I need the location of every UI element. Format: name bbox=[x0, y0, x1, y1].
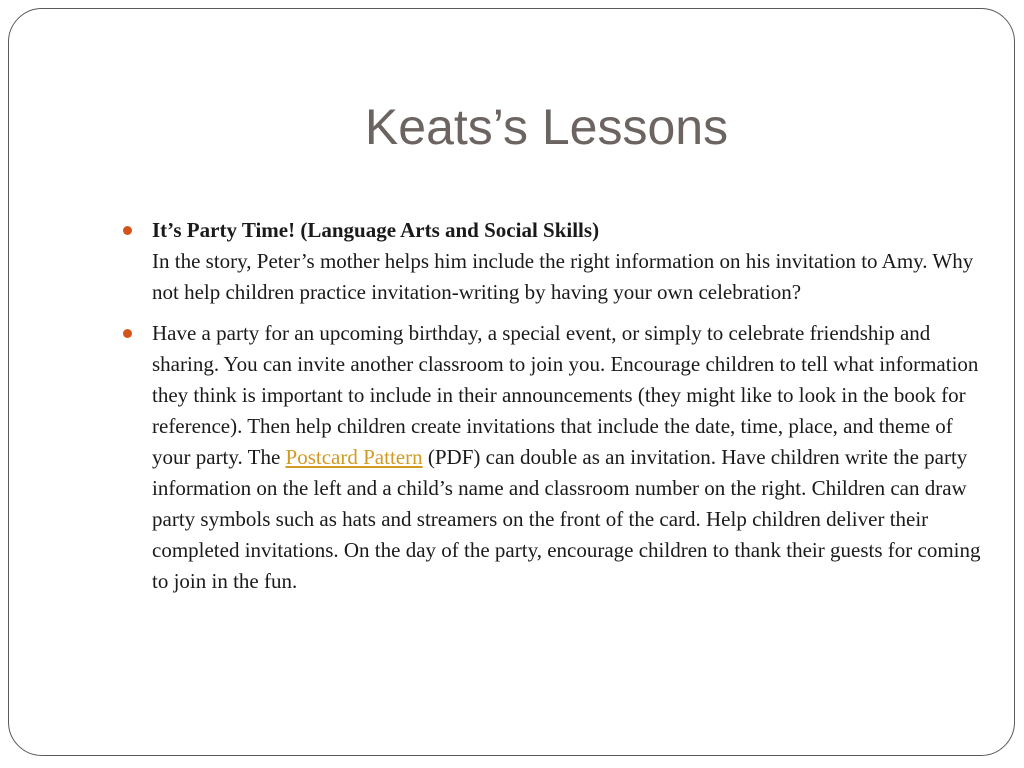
bullet-text: In the story, Peter’s mother helps him include the right information on his invitation to Amy. Why not help children practice invitation-writing by having your own celebration? bbox=[152, 249, 974, 304]
bullet-marker-icon bbox=[123, 329, 132, 338]
bullet-item bbox=[152, 215, 982, 308]
postcard-pattern-link[interactable]: Postcard Pattern bbox=[285, 445, 423, 469]
bullet-list bbox=[152, 215, 982, 607]
slide-title: Keats’s Lessons bbox=[364, 99, 729, 155]
bullet-text-before-link: Have a party for an upcoming birthday, a special event, or simply to celebrate friendship and sharing. You can invite another classroom to join you. Encourage children to tell what information they think is important to include in their announcements (they might like to look in the book for reference). Then help children create invitations that include the date, time, place, and theme of your party. The bbox=[152, 321, 979, 469]
bullet-heading: It’s Party Time! (Language Arts and Social Skills) bbox=[152, 218, 600, 242]
slide-frame bbox=[8, 8, 1015, 756]
bullet-item bbox=[152, 318, 982, 597]
bullet-marker-icon bbox=[123, 226, 132, 235]
bullet-text-after-link: (PDF) can double as an invitation. Have children write the party information on the left and a child’s name and classroom number on the right. Children can draw party symbols such as hats and streamers on the front of the card. Help children deliver their completed invitations. On the day of the party, encourage children to thank their guests for coming to join in the fun. bbox=[152, 445, 981, 593]
